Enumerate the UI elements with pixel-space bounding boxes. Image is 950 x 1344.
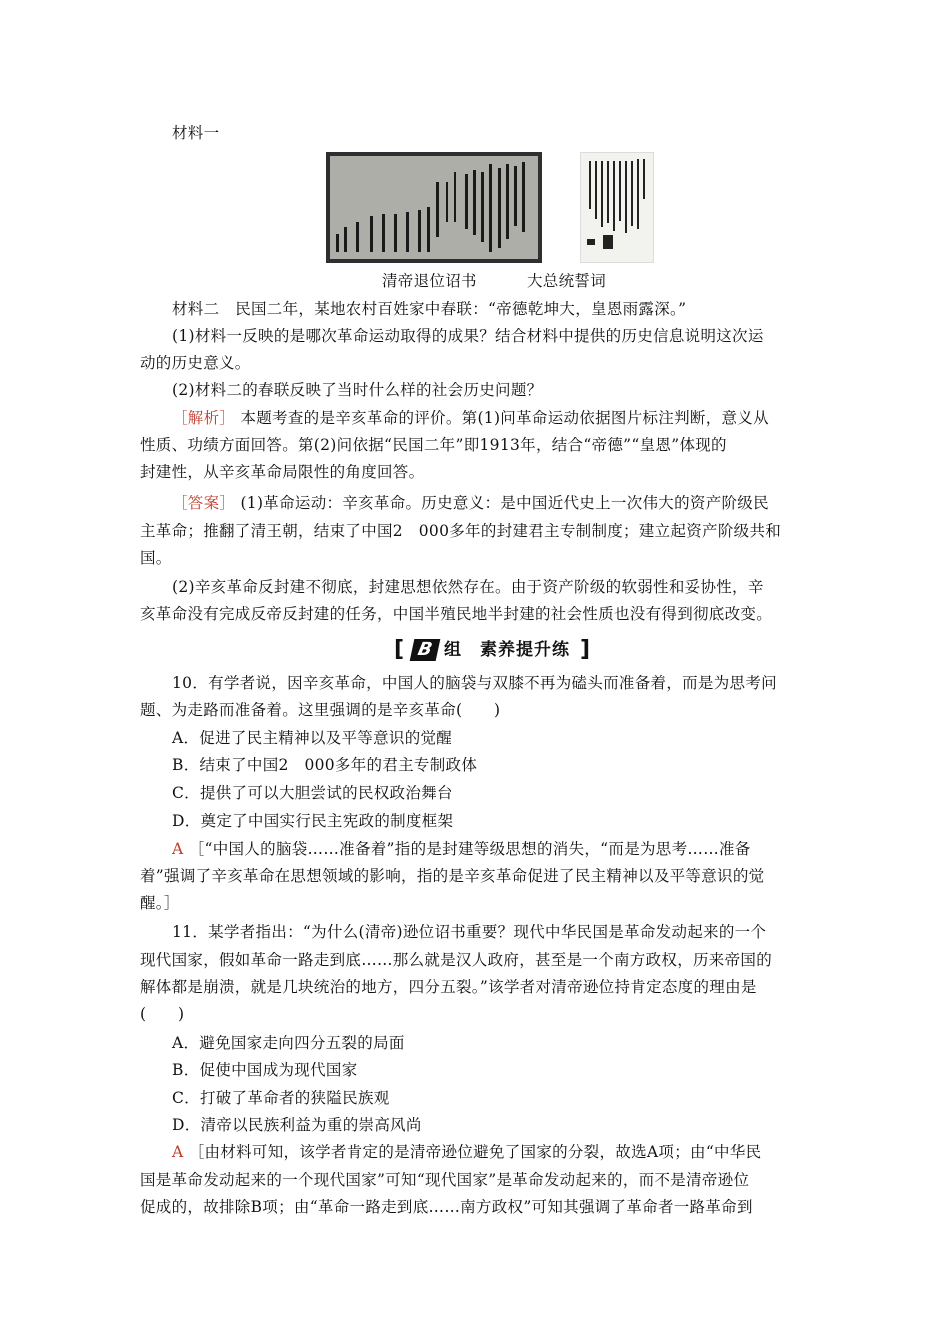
q11-explanation-line1 (172, 1142, 761, 1162)
q11-stem-line4: ( ) (140, 1005, 185, 1023)
q10-answer-letter: A (172, 840, 184, 858)
q11-explanation-line2: 国是革命发动起来的一个现代国家”可知“现代国家”是革命发动起来的，而不是清帝逊位 (140, 1171, 750, 1189)
q9-analysis-line3: 封建性，从辛亥革命局限性的角度回答。 (140, 463, 425, 481)
banner-bracket-left: [ (394, 637, 405, 662)
q11-stem-line1: 11．某学者指出：“为什么(清帝)逊位诏书重要？现代中华民国是革命发动起来的一个 (172, 923, 767, 941)
q11-answer-letter: A (172, 1143, 184, 1161)
q9-sub1-line1: (1)材料一反映的是哪次革命运动取得的成果？结合材料中提供的历史信息说明这次运 (172, 327, 764, 345)
q11-option-b: B．促使中国成为现代国家 (172, 1061, 358, 1079)
answer-text: (1)革命运动：辛亥革命。历史意义：是中国近代史上一次伟大的资产阶级民 (240, 494, 769, 512)
q10-option-d: D．奠定了中国实行民主宪政的制度框架 (172, 812, 454, 830)
q10-explanation-line2: 着”强调了辛亥革命在思想领域的影响，指的是辛亥革命促进了民主精神以及平等意识的觉 (140, 867, 765, 885)
q9-sub1-line2: 动的历史意义。 (140, 354, 251, 372)
q10-explanation-text: ［“中国人的脑袋……准备着”指的是封建等级思想的消失，“而是为思考……准备 (188, 840, 751, 858)
q11-explanation-line3: 促成的，故排除B项；由“革命一路走到底……南方政权”可知其强调了革命者一路革命到 (140, 1198, 753, 1216)
q9-sub2: (2)材料二的春联反映了当时什么样的社会历史问题？ (172, 381, 543, 399)
banner-title: 组 素养提升练 (444, 640, 570, 660)
section-banner-group-b (394, 637, 594, 663)
material1-label: 材料一 (172, 124, 220, 142)
q10-option-b: B．结束了中国2 000多年的君主专制政体 (172, 756, 478, 774)
q9-analysis-line2: 性质、功绩方面回答。第(2)问依据“民国二年”即1913年，结合“帝德”“皇恩”体现的 (140, 436, 727, 454)
q9-answer2-line2: 亥革命没有完成反帝反封建的任务，中国半殖民地半封建的社会性质也没有得到彻底改变。 (140, 605, 773, 623)
q10-option-c: C．提供了可以大胆尝试的民权政治舞台 (172, 784, 453, 802)
banner-bracket-right: ] (580, 637, 591, 662)
q10-option-a: A．促进了民主精神以及平等意识的觉醒 (172, 729, 453, 747)
abdication-edict-scan (326, 152, 542, 263)
q11-option-d: D．清帝以民族利益为重的崇高风尚 (172, 1116, 422, 1134)
q11-option-c: C．打破了革命者的狭隘民族观 (172, 1089, 390, 1107)
q11-stem-line3: 解体都是崩溃，就是几块统治的地方，四分五裂。”该学者对清帝逊位持肯定态度的理由是 (140, 978, 757, 996)
image-caption-left: 清帝退位诏书 (382, 272, 477, 290)
q9-answer-line3: 国。 (140, 549, 172, 567)
q10-explanation-line1 (172, 839, 751, 859)
q10-stem-line1: 10．有学者说，因辛亥革命，中国人的脑袋与双膝不再为磕头而准备着，而是为思考问 (172, 674, 777, 692)
q10-stem-line2: 题、为走路而准备着。这里强调的是辛亥革命( ) (140, 701, 501, 719)
q9-analysis-line1 (172, 408, 769, 428)
presidential-oath-image (580, 152, 654, 263)
presidential-oath-scan (581, 153, 653, 262)
q11-explanation-text: ［由材料可知，该学者肯定的是清帝逊位避免了国家的分裂，故选A项；由“中华民 (188, 1143, 762, 1161)
q9-answer-line1 (172, 493, 769, 513)
q9-answer-line2: 主革命；推翻了清王朝，结束了中国2 000多年的封建君主专制制度；建立起资产阶级共和 (140, 522, 782, 540)
q10-explanation-line3: 醒。］ (140, 894, 180, 912)
analysis-tag: ［解析］ (172, 409, 236, 427)
image-caption-right: 大总统誓词 (527, 272, 607, 290)
material2-text: 材料二 民国二年，某地农村百姓家中春联：“帝德乾坤大，皇恩雨露深。” (172, 300, 687, 318)
q9-answer2-line1: (2)辛亥革命反封建不彻底，封建思想依然存在。由于资产阶级的软弱性和妥协性，辛 (172, 578, 764, 596)
q11-option-a: A．避免国家走向四分五裂的局面 (172, 1034, 405, 1052)
group-b-badge: B (410, 639, 441, 661)
answer-tag: ［答案］ (172, 494, 236, 512)
q11-stem-line2: 现代国家，假如革命一路走到底……那么就是汉人政府，甚至是一个南方政权，历来帝国的 (140, 951, 773, 969)
abdication-edict-image (326, 152, 542, 263)
analysis-text: 本题考查的是辛亥革命的评价。第(1)问革命运动依据图片标注判断，意义从 (240, 409, 769, 427)
